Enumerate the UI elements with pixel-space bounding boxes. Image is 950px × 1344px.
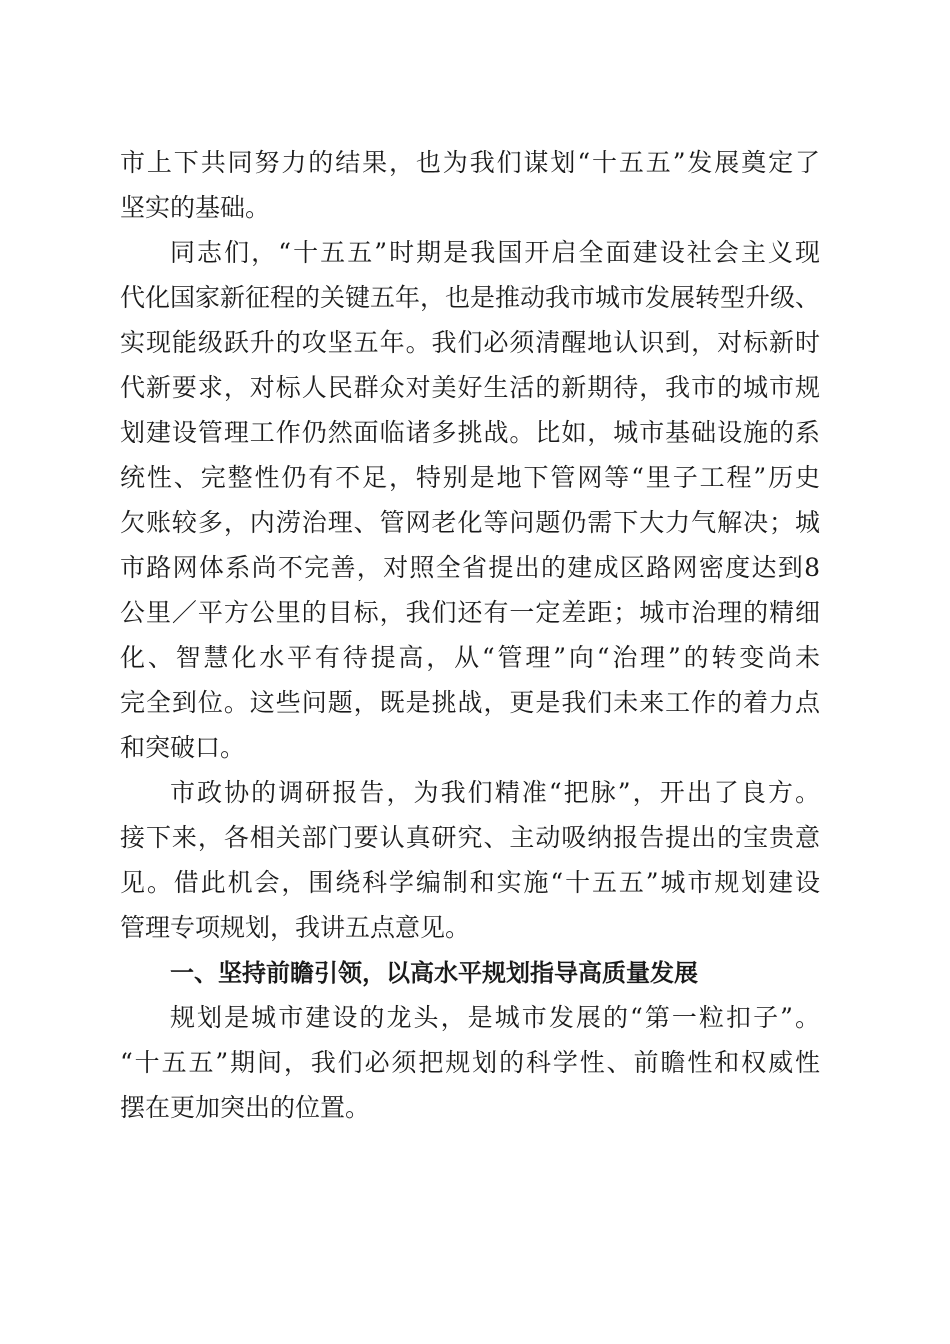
text-line	[0, 1088, 950, 1128]
text-line	[0, 143, 950, 183]
text-line	[0, 593, 950, 633]
line-text: 规划是城市建设的龙头，是城市发展的“第一粒扣子”。	[170, 1003, 820, 1032]
line-text: 统性、完整性仍有不足，特别是地下管网等“里子工程”历史	[120, 463, 820, 492]
text-line	[0, 773, 950, 813]
text-line	[0, 683, 950, 723]
text-line	[0, 728, 950, 768]
line-text: “十五五”期间，我们必须把规划的科学性、前瞻性和权威性	[120, 1048, 820, 1077]
line-text: 欠账较多，内涝治理、管网老化等问题仍需下大力气解决；城	[120, 508, 820, 537]
section-heading-text: 一、坚持前瞻引领，以高水平规划指导高质量发展	[170, 959, 698, 987]
line-text: 和突破口。	[120, 733, 246, 762]
line-text: 同志们，“十五五”时期是我国开启全面建设社会主义现	[170, 238, 820, 267]
text-line	[0, 323, 950, 363]
text-line	[0, 863, 950, 903]
line-text: 代新要求，对标人民群众对美好生活的新期待，我市的城市规	[120, 373, 820, 402]
line-text: 管理专项规划，我讲五点意见。	[120, 913, 471, 942]
line-text: 市路网体系尚不完善，对照全省提出的建成区路网密度达到8	[120, 553, 820, 582]
line-text: 完全到位。这些问题，既是挑战，更是我们未来工作的着力点	[120, 688, 820, 717]
text-line	[0, 413, 950, 453]
line-text: 代化国家新征程的关键五年，也是推动我市城市发展转型升级、	[120, 283, 821, 312]
line-text: 实现能级跃升的攻坚五年。我们必须清醒地认识到，对标新时	[120, 328, 820, 357]
line-text: 坚实的基础。	[120, 193, 271, 222]
line-text: 公里／平方公里的目标，我们还有一定差距；城市治理的精细	[120, 598, 820, 627]
line-text: 市政协的调研报告，为我们精准“把脉”，开出了良方。	[170, 778, 820, 807]
text-line	[0, 233, 950, 273]
text-line	[0, 908, 950, 948]
line-text: 摆在更加突出的位置。	[120, 1093, 371, 1122]
text-line	[0, 368, 950, 408]
text-line	[0, 638, 950, 678]
section-heading	[0, 953, 950, 993]
line-text: 划建设管理工作仍然面临诸多挑战。比如，城市基础设施的系	[120, 418, 820, 447]
text-line	[0, 548, 950, 588]
line-text: 接下来，各相关部门要认真研究、主动吸纳报告提出的宝贵意	[120, 823, 820, 852]
text-line	[0, 998, 950, 1038]
text-line	[0, 503, 950, 543]
line-text: 见。借此机会，围绕科学编制和实施“十五五”城市规划建设	[120, 868, 820, 897]
line-text: 化、智慧化水平有待提高，从“管理”向“治理”的转变尚未	[120, 643, 820, 672]
text-line	[0, 458, 950, 498]
line-text: 市上下共同努力的结果，也为我们谋划“十五五”发展奠定了	[120, 148, 820, 177]
text-line	[0, 1043, 950, 1083]
text-line	[0, 278, 950, 318]
text-line	[0, 188, 950, 228]
text-line	[0, 818, 950, 858]
